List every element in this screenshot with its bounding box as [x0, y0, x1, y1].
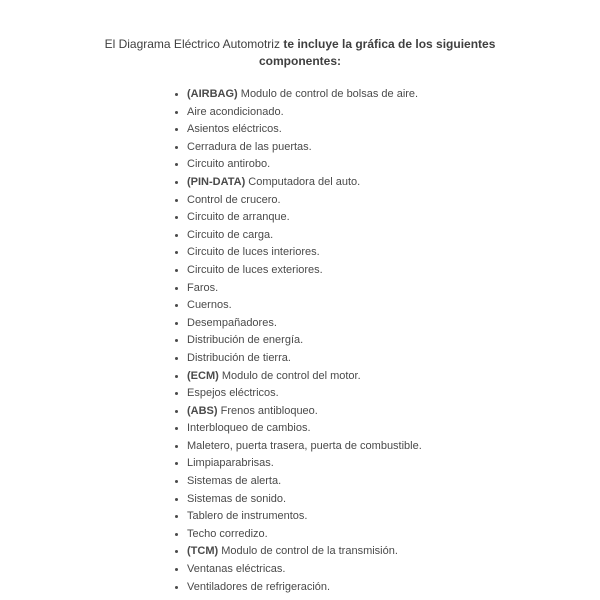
item-text: Control de crucero. [187, 193, 281, 206]
title-bold-text: te incluye la gráfica de los siguientes componentes: [258, 37, 496, 68]
components-list [0, 86, 600, 596]
item-text: Asientos eléctricos. [187, 123, 282, 136]
list-item [187, 280, 600, 298]
list-item [187, 508, 600, 526]
list-item [187, 526, 600, 544]
item-text: Frenos antibloqueo. [217, 404, 318, 417]
item-text: Circuito de carga. [187, 228, 274, 241]
item-text: Circuito de arranque. [187, 211, 290, 224]
page-title [70, 36, 530, 70]
list-item [187, 543, 600, 561]
item-text: Ventanas eléctricas. [187, 563, 286, 576]
item-text: Distribución de energía. [187, 334, 304, 347]
list-item [187, 350, 600, 368]
list-item [187, 455, 600, 473]
item-text: Tablero de instrumentos. [187, 510, 308, 523]
list-item [187, 332, 600, 350]
list-item [187, 227, 600, 245]
item-text: Modulo de control de bolsas de aire. [237, 88, 419, 100]
list-item [187, 297, 600, 315]
list-item [187, 121, 600, 139]
item-text: Ventiladores de refrigeración. [187, 580, 331, 593]
item-text: Aire acondicionado. [187, 105, 284, 118]
item-text: Modulo de control de la transmisión. [218, 545, 398, 558]
item-bold-prefix: (ABS) [187, 404, 218, 417]
item-bold-prefix: (ECM) [187, 369, 219, 382]
item-text: Faros. [187, 281, 219, 294]
list-item [187, 244, 600, 262]
item-text: Computadora del auto. [245, 175, 361, 188]
list-item [187, 385, 600, 403]
item-text: Distribución de tierra. [187, 351, 291, 364]
item-bold-prefix: (TCM) [187, 545, 219, 558]
item-text: Sistemas de sonido. [187, 492, 287, 505]
item-text: Circuito antirobo. [187, 158, 271, 171]
list-item [187, 139, 600, 157]
item-bold-prefix: (PIN-DATA) [187, 175, 246, 188]
item-text: Modulo de control del motor. [218, 369, 361, 382]
item-text: Circuito de luces exteriores. [187, 263, 323, 276]
item-text: Desempañadores. [187, 316, 277, 329]
list-item [187, 561, 600, 579]
list-item [187, 491, 600, 509]
list-item [187, 174, 600, 192]
title-normal-text: El Diagrama Eléctrico Automotriz [104, 37, 280, 51]
item-text: Limpiaparabrisas. [187, 457, 274, 470]
list-item [187, 156, 600, 174]
list-item [187, 420, 600, 438]
list-item [187, 579, 600, 597]
item-text: Cerradura de las puertas. [187, 140, 312, 153]
item-text: Maletero, puerta trasera, puerta de combustible. [187, 439, 422, 452]
list-item [187, 315, 600, 333]
list-item [187, 403, 600, 421]
item-text: Cuernos. [187, 299, 232, 312]
item-text: Espejos eléctricos. [187, 387, 279, 400]
list-item [187, 368, 600, 386]
item-text: Sistemas de alerta. [187, 475, 282, 488]
list-item [187, 438, 600, 456]
list-item [187, 104, 600, 122]
item-bold-prefix: (AIRBAG) [187, 88, 238, 100]
list-item [187, 209, 600, 227]
item-text: Techo corredizo. [187, 527, 268, 540]
item-text: Interbloqueo de cambios. [187, 422, 311, 435]
list-item [187, 192, 600, 210]
list-item [187, 473, 600, 491]
item-text: Circuito de luces interiores. [187, 246, 320, 259]
list-item [187, 86, 600, 104]
list-item [187, 262, 600, 280]
